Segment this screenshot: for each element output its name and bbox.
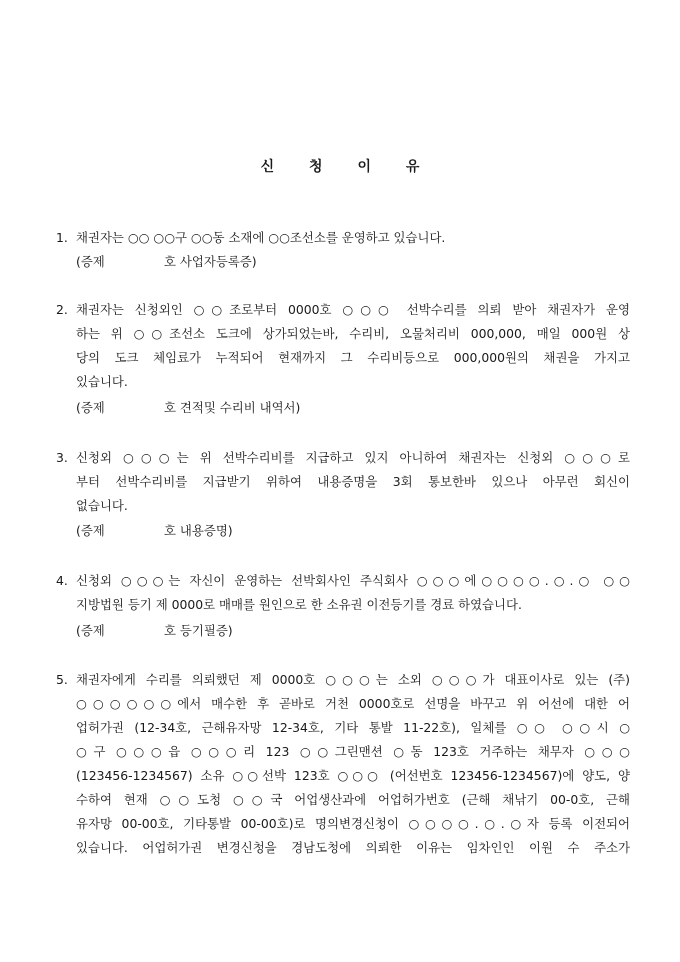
document-title [0, 156, 680, 176]
item-line: 신청외 ○○○는 자신이 운영하는 선박회사인 주식회사 ○○○에○○○○.○.○ ○○ [76, 573, 630, 588]
item-line: 없습니다. [76, 498, 128, 513]
evidence-note-2 [76, 396, 300, 420]
item-number: 5. [56, 672, 68, 687]
item-number: 3. [56, 450, 68, 465]
item-line: 부터 선박수리비를 지급받기 위하여 내용증명을 3회 통보한바 있으나 아무런 회신이 [76, 474, 630, 489]
title-char: 청 [309, 159, 323, 175]
evidence-close: 호 등기필증) [164, 623, 233, 638]
item-line: 수하여 현재 ○○도청 ○○국 어업생산과에 어업허가번호 (근해 채낚기 00-0호, 근해 [76, 792, 630, 807]
item-line: 채권자에게 수리를 의뢰했던 제 0000호 ○○○는 소외 ○○○가 대표이사로 있는 (주) [76, 672, 630, 687]
item-line: (123456-1234567) 소유 ○○선박 123호 ○○○ (어선번호 123456-1234567)에 양도, 양 [76, 768, 630, 783]
item-number: 4. [56, 573, 68, 588]
evidence-note-4 [76, 619, 233, 643]
title-char: 유 [405, 159, 420, 175]
item-line: 하는 위 ○○조선소 도크에 상가되었는바, 수리비, 오물처리비 000,000, 매일 000원 상 [76, 326, 630, 341]
item-body [76, 298, 630, 394]
title-char: 신 [260, 159, 275, 175]
evidence-close: 호 견적및 수리비 내역서) [164, 400, 301, 415]
item-line: 지방법원 등기 제 0000로 매매를 원인으로 한 소유권 이전등기를 경료 하였습니다. [76, 597, 522, 612]
item-line: ○○○○○○에서 매수한 후 곧바로 거천 0000호로 선명을 바꾸고 위 어선에 대한 어 [76, 696, 630, 711]
evidence-open: (증제 [76, 254, 105, 269]
evidence-open: (증제 [76, 400, 105, 415]
item-body [76, 569, 630, 617]
evidence-note-1 [76, 250, 257, 274]
title-char: 이 [357, 159, 371, 175]
item-line: ○구 ○○○읍 ○○○리 123 ○○그린맨션 ○동 123호 거주하는 채무자 ○○○ [76, 744, 630, 759]
evidence-note-3 [76, 519, 233, 543]
item-line: 채권자는 신청외인 ○○조로부터 0000호 ○○○ 선박수리를 의뢰 받아 채권자가 운영 [76, 302, 630, 317]
item-number: 1. [56, 230, 68, 245]
item-body [76, 226, 630, 250]
item-line: 있습니다. 어업허가권 변경신청을 경남도청에 의뢰한 이유는 임차인인 이원 수 주소가 [76, 840, 630, 855]
item-line: 있습니다. [76, 374, 128, 389]
item-body [76, 446, 630, 518]
item-line: 유자망 00-00호, 기타통발 00-00호)로 명의변경신청이 ○○○○.○.○자 등록 이전되어 [76, 816, 630, 831]
item-line: 신청외 ○○○는 위 선박수리비를 지급하고 있지 아니하여 채권자는 신청외 ○○○로 [76, 450, 630, 465]
evidence-open: (증제 [76, 523, 105, 538]
item-line: 채권자는 ○○ ○○구 ○○동 소재에 ○○조선소를 운영하고 있습니다. [76, 230, 446, 245]
evidence-close: 호 내용증명) [164, 523, 233, 538]
evidence-close: 호 사업자등록증) [164, 254, 257, 269]
item-line: 업허가권 (12-34호, 근해유자망 12-34호, 기타 통발 11-22호), 일체를 ○○ ○○시 ○ [76, 720, 630, 735]
item-body [76, 668, 630, 860]
item-number: 2. [56, 302, 68, 317]
evidence-open: (증제 [76, 623, 105, 638]
item-line: 당의 도크 체임료가 누적되어 현재까지 그 수리비등으로 000,000원의 채권을 가지고 [76, 350, 630, 365]
